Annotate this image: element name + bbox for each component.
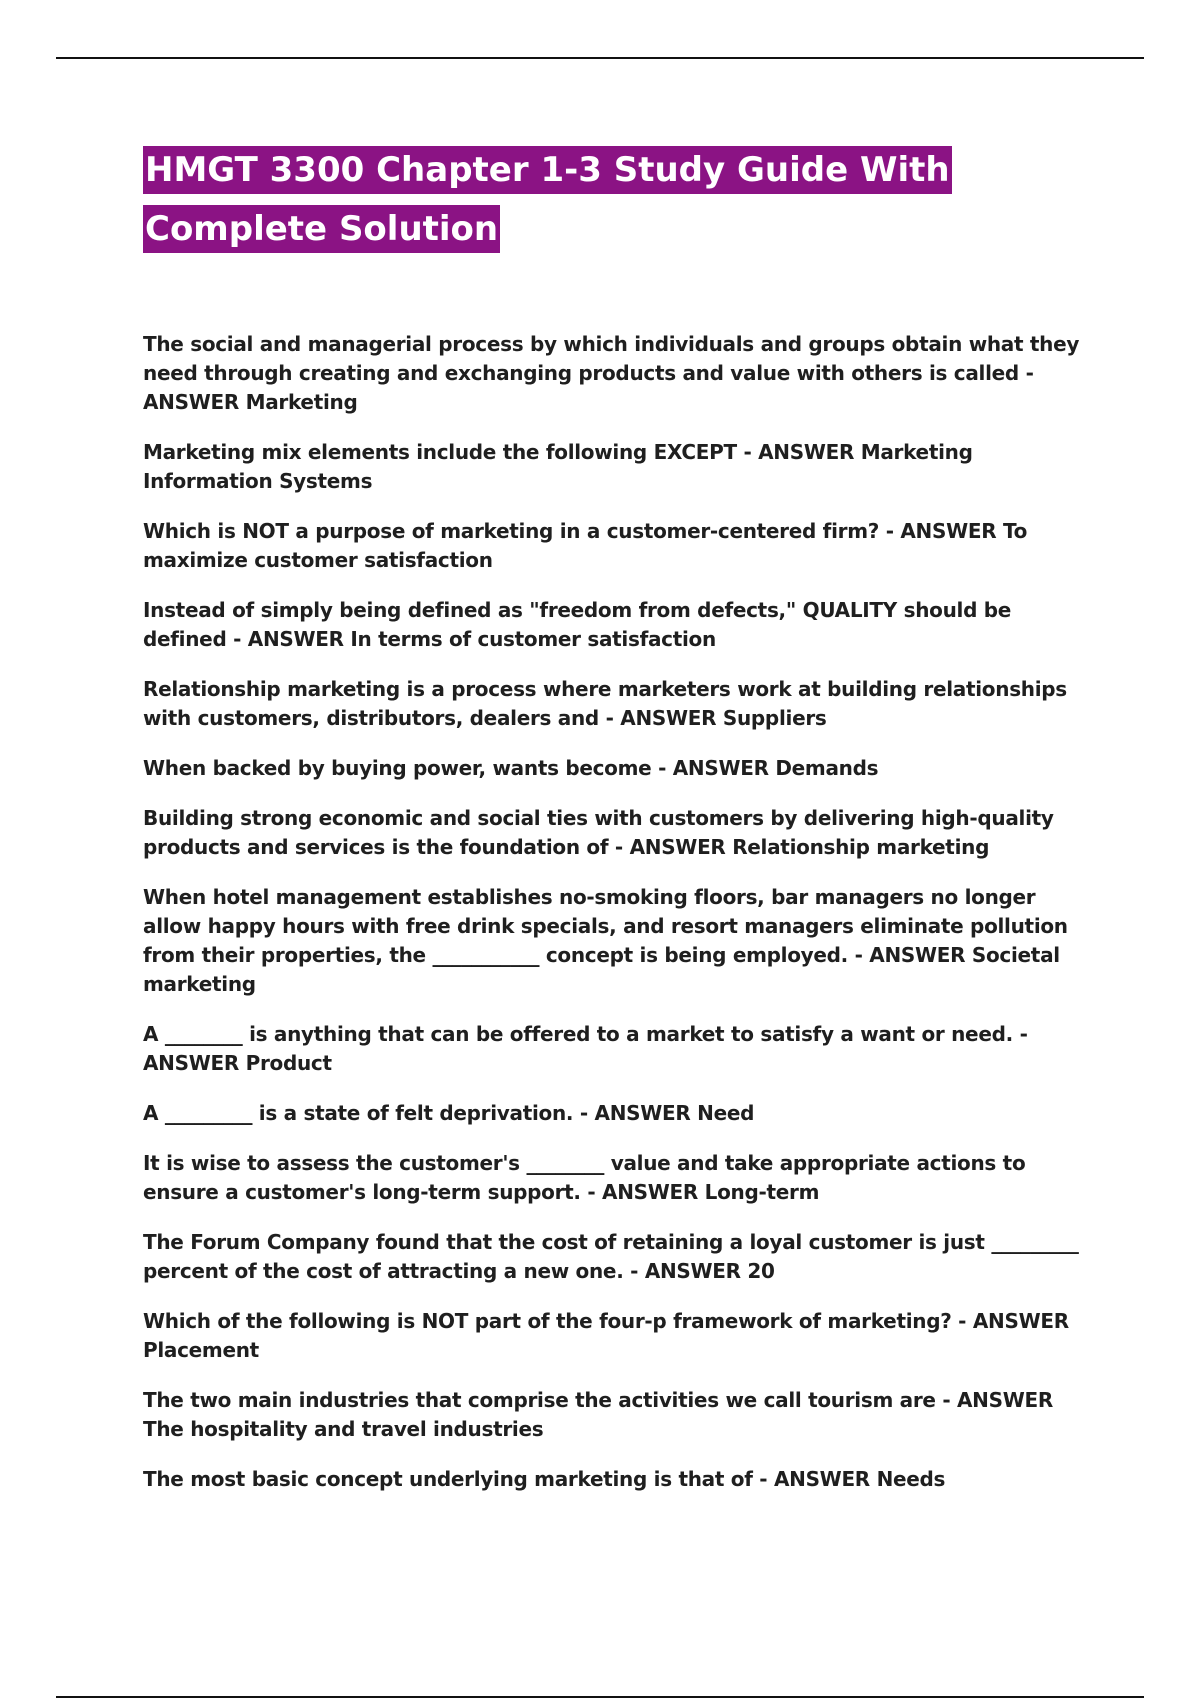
- qa-item: Which is NOT a purpose of marketing in a customer-centered firm? - ANSWER To maximize customer satisfaction: [143, 519, 1028, 572]
- qa-item: When hotel management establishes no-smoking floors, bar managers no longer allow happy hours with free drink specials, and resort managers eliminate pollution from their properties, the ___________ concept is being employed. - ANSWER Societal marketing: [143, 885, 1068, 996]
- qa-item: The two main industries that comprise the activities we call tourism are - ANSWER The hospitality and travel industries: [143, 1388, 1053, 1441]
- qa-item: When backed by buying power, wants become - ANSWER Demands: [143, 756, 879, 780]
- qa-item: It is wise to assess the customer's ________ value and take appropriate actions to ensure a customer's long-term support. - ANSWER Long-term: [143, 1151, 1026, 1204]
- qa-item: Instead of simply being defined as "freedom from defects," QUALITY should be defined - ANSWER In terms of customer satisfaction: [143, 598, 1012, 651]
- qa-item: The Forum Company found that the cost of retaining a loyal customer is just _________ percent of the cost of attracting a new one. - ANSWER 20: [143, 1230, 1079, 1283]
- title-line-1: HMGT 3300 Chapter 1-3 Study Guide With: [143, 146, 952, 194]
- qa-item: Which of the following is NOT part of the four-p framework of marketing? - ANSWER Placement: [143, 1309, 1069, 1362]
- bottom-divider: [56, 1696, 1144, 1698]
- qa-item: Marketing mix elements include the following EXCEPT - ANSWER Marketing Information Systems: [143, 440, 973, 493]
- title-line-2: Complete Solution: [143, 205, 500, 253]
- qa-item: A ________ is anything that can be offered to a market to satisfy a want or need. - ANSWER Product: [143, 1022, 1028, 1075]
- top-divider: [56, 57, 1144, 59]
- qa-item: Relationship marketing is a process where marketers work at building relationships with customers, distributors, dealers and - ANSWER Suppliers: [143, 677, 1067, 730]
- qa-item: The social and managerial process by which individuals and groups obtain what they need through creating and exchanging products and value with others is called - ANSWER Marketing: [143, 332, 1080, 414]
- question-answer-list: [143, 330, 1093, 1515]
- qa-item: Building strong economic and social ties with customers by delivering high-quality products and services is the foundation of - ANSWER Relationship marketing: [143, 806, 1054, 859]
- document-title: [143, 141, 1143, 259]
- qa-item: A _________ is a state of felt deprivation. - ANSWER Need: [143, 1101, 755, 1125]
- qa-item: The most basic concept underlying marketing is that of - ANSWER Needs: [143, 1467, 946, 1491]
